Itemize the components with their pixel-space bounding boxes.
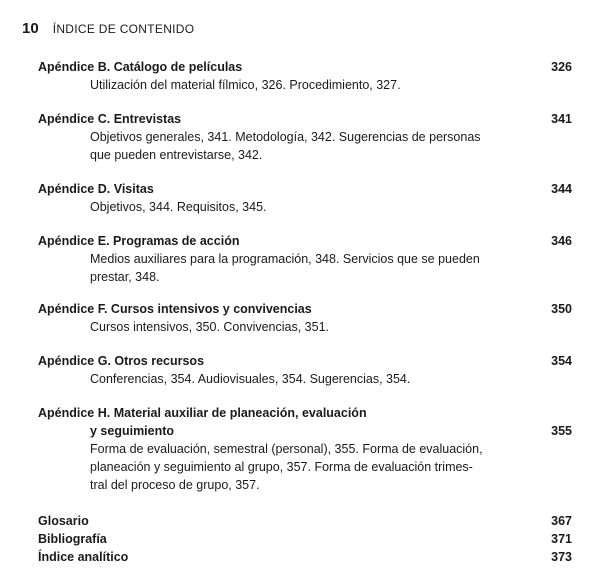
running-head xyxy=(22,20,194,40)
entry-label: Índice analítico xyxy=(38,550,129,564)
entry-heading: Apéndice D. Visitas xyxy=(38,182,154,196)
toc-entry-appendix-f xyxy=(38,300,572,336)
entry-heading: Apéndice C. Entrevistas xyxy=(38,112,182,126)
toc-entry-appendix-d xyxy=(38,180,572,216)
entry-desc-line: tral del proceso de grupo, 357. xyxy=(90,478,260,492)
entry-page: 341 xyxy=(551,112,572,126)
entry-page: 350 xyxy=(551,302,572,316)
entry-page: 346 xyxy=(551,234,572,248)
toc-entry-glosario xyxy=(38,512,572,530)
end-matter-list xyxy=(38,512,572,566)
entry-desc-line: Objetivos, 344. Requisitos, 345. xyxy=(90,200,267,214)
toc-entry-appendix-e xyxy=(38,232,572,286)
entry-page: 367 xyxy=(551,514,572,528)
entry-page: 354 xyxy=(551,354,572,368)
entry-page: 326 xyxy=(551,60,572,74)
running-title: ÍNDICE DE CONTENIDO xyxy=(52,22,195,36)
entry-heading-continued: y seguimiento xyxy=(90,424,175,438)
entry-heading: Apéndice B. Catálogo de películas xyxy=(38,60,243,74)
page-number: 10 xyxy=(22,20,39,37)
toc-entry-appendix-c xyxy=(38,110,572,164)
entry-label: Glosario xyxy=(38,514,89,528)
entry-desc-line: prestar, 348. xyxy=(90,270,160,284)
entry-heading: Apéndice G. Otros recursos xyxy=(38,354,205,368)
toc-entry-bibliografia xyxy=(38,530,572,548)
entry-heading: Apéndice E. Programas de acción xyxy=(38,234,240,248)
toc-entry-appendix-g xyxy=(38,352,572,388)
toc-entry-indice-analitico xyxy=(38,548,572,566)
toc-entry-appendix-b xyxy=(38,58,572,94)
entry-label: Bibliografía xyxy=(38,532,107,546)
entry-desc-line: Cursos intensivos, 350. Convivencias, 351. xyxy=(90,320,330,334)
entry-heading: Apéndice H. Material auxiliar de planeación, evaluación xyxy=(38,406,367,420)
entry-desc-line: planeación y seguimiento al grupo, 357. Forma de evaluación trimes- xyxy=(90,460,473,474)
entry-page: 344 xyxy=(551,182,572,196)
entry-page: 371 xyxy=(551,532,572,546)
toc-entry-appendix-h xyxy=(38,404,572,494)
entry-desc-line: Objetivos generales, 341. Metodología, 342. Sugerencias de personas xyxy=(90,130,481,144)
entry-desc-line: que pueden entrevistarse, 342. xyxy=(90,148,263,162)
entry-desc-line: Medios auxiliares para la programación, 348. Servicios que se pueden xyxy=(90,252,480,266)
entry-page: 373 xyxy=(551,550,572,564)
entry-heading: Apéndice F. Cursos intensivos y convivencias xyxy=(38,302,312,316)
entry-desc-line: Utilización del material fílmico, 326. Procedimiento, 327. xyxy=(90,78,401,92)
entry-desc-line: Conferencias, 354. Audiovisuales, 354. Sugerencias, 354. xyxy=(90,372,411,386)
entry-desc-line: Forma de evaluación, semestral (personal), 355. Forma de evaluación, xyxy=(90,442,483,456)
entry-page: 355 xyxy=(551,424,572,438)
